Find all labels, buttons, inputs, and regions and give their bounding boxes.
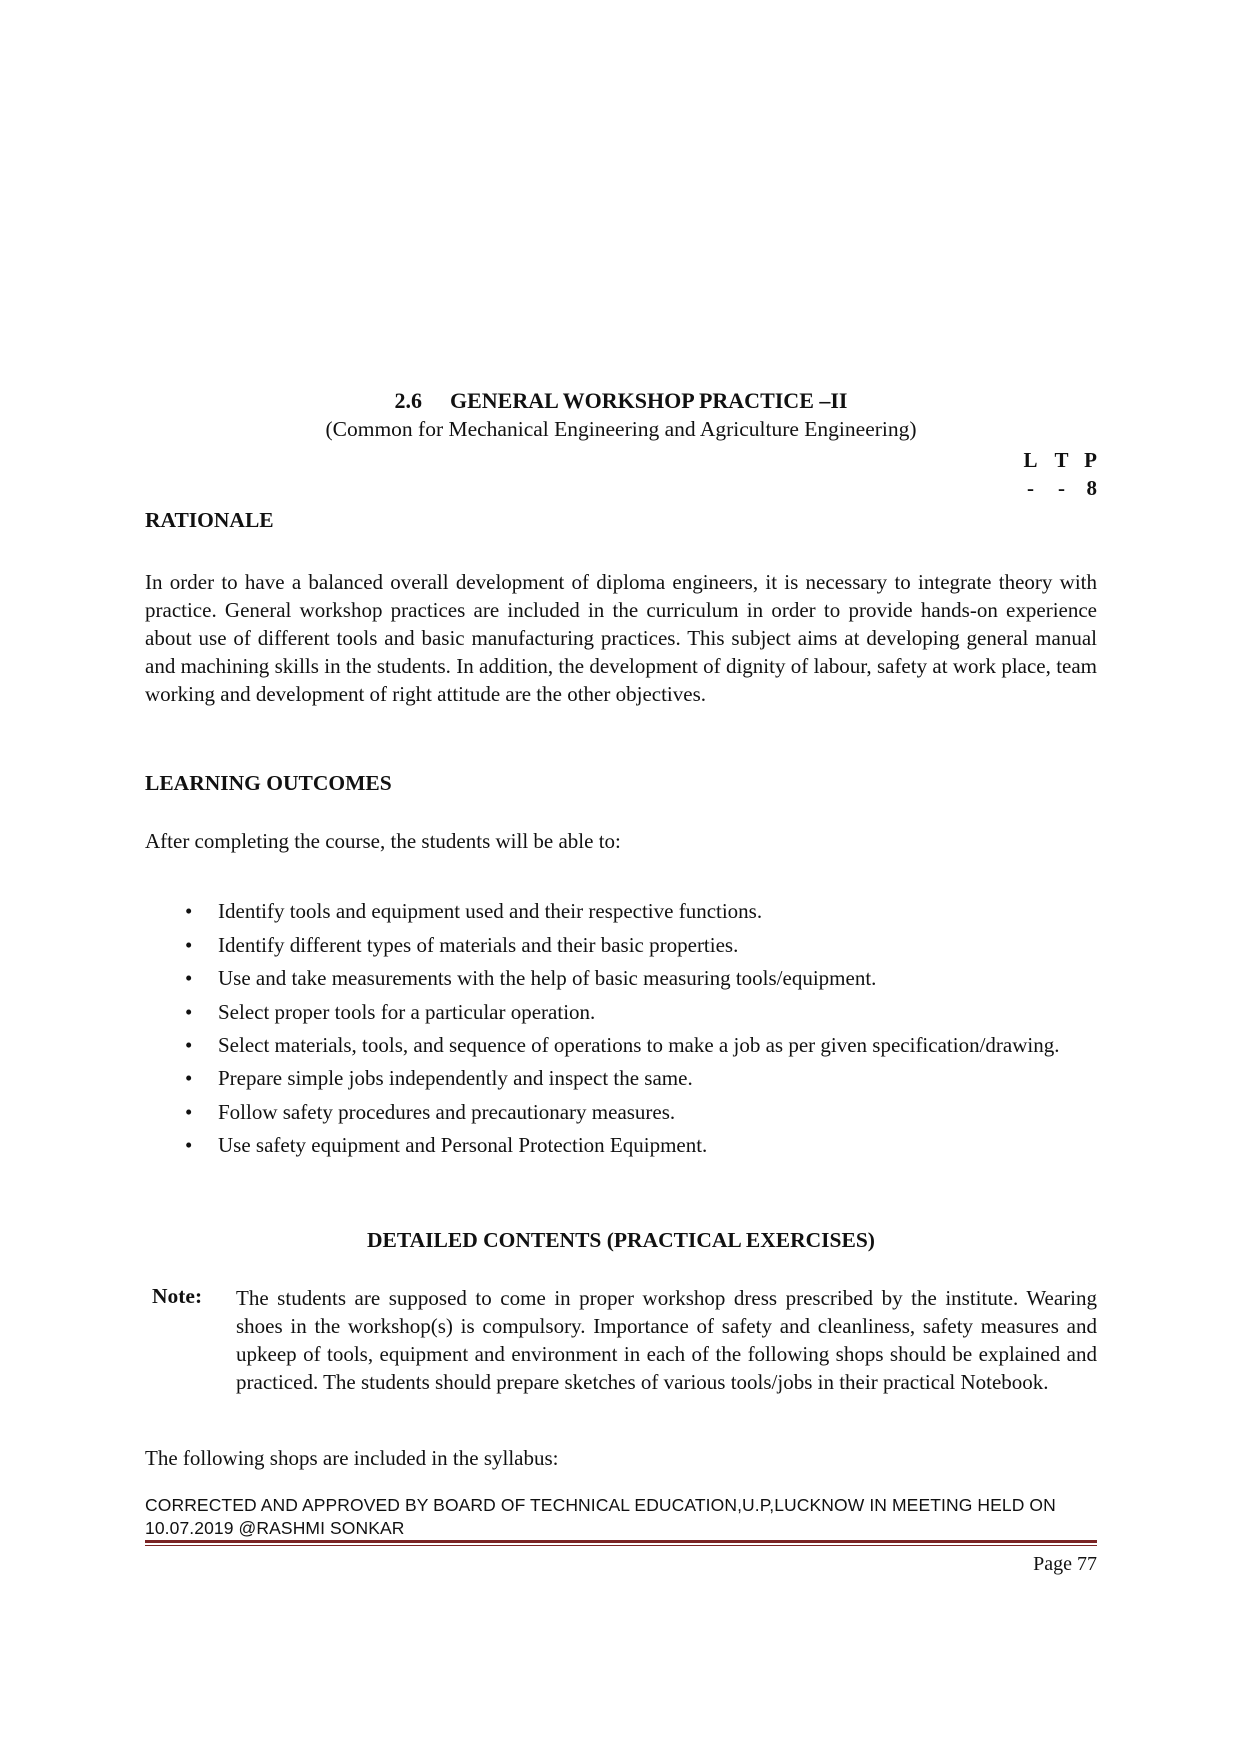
list-item [145,1029,1097,1062]
page-number: Page 77 [1033,1553,1097,1575]
ltp-value-p: 8 [1086,476,1097,500]
list-item-text: Select materials, tools, and sequence of operations to make a job as per given specification/drawing. [218,1033,1060,1057]
learning-outcomes-intro: After completing the course, the students will be able to: [145,829,621,853]
course-title-text: GENERAL WORKSHOP PRACTICE –II [449,388,848,413]
course-title [145,388,1097,414]
bullet-icon: • [185,1133,193,1157]
bullet-icon: • [185,1066,193,1090]
list-item-text: Select proper tools for a particular operation. [218,999,596,1024]
course-subtitle: (Common for Mechanical Engineering and Agriculture Engineering) [325,417,917,441]
note-label: Note: [152,1284,203,1308]
list-item [145,1129,1097,1163]
footer-rule-thick [145,1540,1097,1543]
list-item-text: Use and take measurements with the help of basic measuring tools/equipment. [218,966,877,990]
bullet-icon: • [185,999,193,1024]
list-item [145,929,1097,963]
approval-line-1: CORRECTED AND APPROVED BY BOARD OF TECHNICAL EDUCATION,U.P,LUCKNOW IN MEETING HELD ON [145,1495,1056,1515]
list-item [145,1062,1097,1096]
detailed-contents-heading: DETAILED CONTENTS (PRACTICAL EXERCISES) [367,1228,875,1252]
list-item [145,1096,1097,1130]
learning-outcomes-heading: LEARNING OUTCOMES [145,771,392,795]
ltp-table [1015,446,1097,502]
ltp-value-l: - [1027,476,1034,500]
ltp-header-l: L [1023,448,1038,472]
list-item-text: Prepare simple jobs independently and inspect the same. [218,1066,693,1090]
ltp-header-t: T [1054,448,1069,472]
ltp-values [1015,474,1097,502]
list-item [145,996,1097,1030]
approval-line-2: 10.07.2019 @RASHMI SONKAR [145,1518,405,1538]
list-item-text: Identify different types of materials and their basic properties. [218,932,739,957]
document-page [145,0,1097,1755]
shops-intro: The following shops are included in the syllabus: [145,1446,559,1470]
list-item-text: Follow safety procedures and precautionary measures. [218,1099,676,1124]
ltp-headers [1015,446,1097,474]
footer-rule-thin [145,1545,1097,1546]
rationale-paragraph: In order to have a balanced overall development of diploma engineers, it is necessary to integrate theory with practice. General workshop practices are included in the curriculum in order to provide hands-on experience about use of different tools and basic manufacturing practices. This subject aims at developing general manual and machining skills in the students. In addition, the development of dignity of labour, safety at work place, team working and development of right attitude are the other objectives. [145,570,1097,706]
bullet-icon: • [185,932,193,957]
list-item [145,962,1097,996]
rationale-heading: RATIONALE [145,508,274,532]
learning-outcomes-list [145,895,1097,1163]
note-text: The students are supposed to come in proper workshop dress prescribed by the institute. Wearing shoes in the workshop(s) is compulsory. Importance of safety and cleanliness, safety measures and upkeep of tools, equipment and environment in each of the following shops should be explained and practiced. The students should prepare sketches of various tools/jobs in their practical Notebook. [236,1286,1097,1394]
list-item-text: Identify tools and equipment used and their respective functions. [218,899,763,923]
ltp-header-p: P [1084,448,1097,472]
bullet-icon: • [185,899,193,923]
bullet-icon: • [185,1033,193,1057]
bullet-icon: • [185,1099,193,1124]
section-number: 2.6 [394,388,422,413]
list-item-text: Use safety equipment and Personal Protection Equipment. [218,1133,708,1157]
approval-note [145,1494,1097,1540]
bullet-icon: • [185,966,193,990]
ltp-value-t: - [1058,476,1065,500]
list-item [145,895,1097,929]
